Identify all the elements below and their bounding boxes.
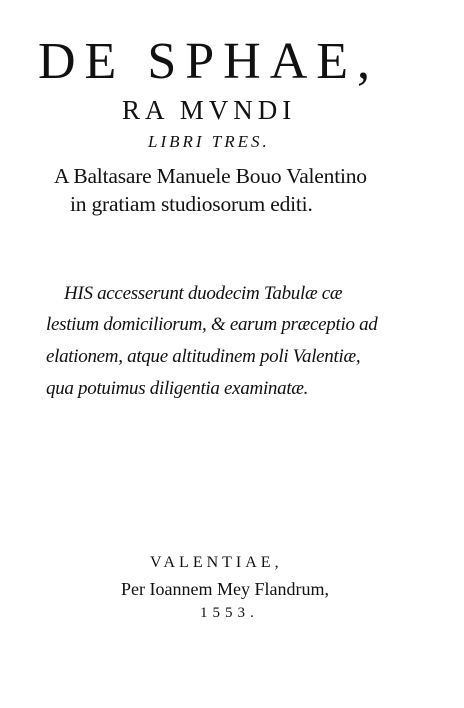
title-line-3: LIBRI TRES. — [148, 132, 270, 151]
author-line-2: in gratiam studiosorum editi. — [70, 192, 313, 216]
author-line-1: A Baltasare Manuele Bouo Valentino — [54, 164, 367, 188]
imprint-year: 1553. — [200, 605, 259, 621]
imprint-place: VALENTIAE, — [150, 554, 283, 571]
title-line-2: RA MVNDI — [122, 95, 297, 125]
description-line-3: elationem, atque altitudinem poli Valentiæ, — [46, 346, 361, 367]
description-line-4: qua potuimus diligentia examinatæ. — [46, 378, 309, 399]
description-line-2: lestium domiciliorum, & earum præceptio ad — [46, 314, 378, 335]
title-line-1: DE SPHAE, — [38, 33, 380, 90]
description-line-1: HIS accesserunt duodecim Tabulæ cæ — [64, 283, 343, 304]
imprint-printer: Per Ioannem Mey Flandrum, — [121, 579, 329, 599]
